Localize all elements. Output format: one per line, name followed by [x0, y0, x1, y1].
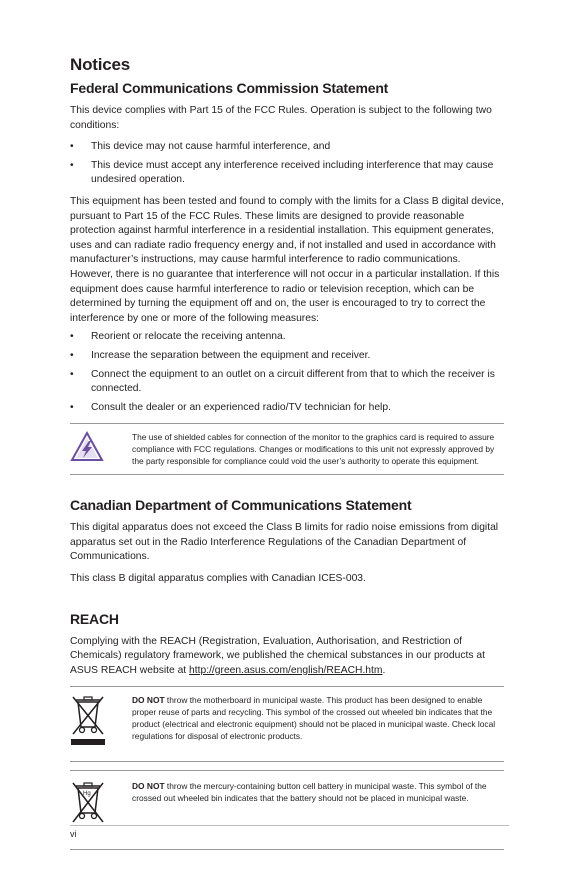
list-item-text: Increase the separation between the equipment and receiver. [91, 349, 371, 361]
list-item-text: Consult the dealer or an experienced radio/TV technician for help. [91, 401, 391, 413]
list-item-text: This device must accept any interference received including interference that may cause undesired operation. [91, 159, 494, 186]
canada-paragraph-2: This class B digital apparatus complies with Canadian ICES-003. [70, 573, 366, 585]
canada-heading: Canadian Department of Communications Statement [70, 497, 412, 514]
reach-heading: REACH [70, 610, 119, 627]
crossed-bin-icon [70, 694, 132, 753]
list-item [70, 159, 504, 188]
reach-text-end: . [382, 664, 386, 676]
bullet: • [70, 141, 74, 153]
page [70, 55, 504, 850]
canada-paragraph-1: This digital apparatus does not exceed the Class B limits for radio noise emissions from digital apparatus set out in the Radio Interference Regulations of the Canadian Department of Communications. [70, 522, 499, 563]
reach-note-bin-text [132, 694, 504, 742]
list-item-text: This device may not cause harmful interference, and [91, 141, 331, 153]
warning-icon [70, 431, 132, 468]
list-item-text: Reorient or relocate the receiving antenna. [91, 331, 286, 343]
list-item [70, 401, 504, 416]
reach-note-battery-text [132, 780, 504, 804]
battery-label: Hg [83, 791, 91, 798]
bullet: • [70, 159, 74, 171]
list-item [70, 349, 504, 364]
fcc-intro: This device complies with Part 15 of the FCC Rules. Operation is subject to the following two conditions: [70, 105, 492, 131]
reach-note-bin [70, 686, 504, 762]
crossed-bin-battery-icon [70, 780, 132, 831]
bullet: • [70, 349, 74, 361]
fcc-note [70, 423, 504, 475]
page-title: Notices [70, 55, 131, 74]
reach-link[interactable]: http://green.asus.com/english/REACH.htm [189, 664, 383, 676]
fcc-note-text: The use of shielded cables for connection of the monitor to the graphics card is required to assure compliance with FCC regulations. Changes or modifications to this unit not expressly approved by the party responsible for compliance could void the user’s authority to operate this equipment. [132, 432, 495, 467]
reach-paragraph [70, 635, 504, 679]
reach-note-battery [70, 770, 504, 850]
note-text: throw the motherboard in municipal waste. This product has been designed to enable proper reuse of parts and recycling. This symbol of the crossed out wheeled bin indicates that the product (electrical and electronic equipment) should not be placed in municipal waste. Check local regulations for disposal of electronic products. [132, 695, 496, 742]
do-not-label: DO NOT [132, 781, 165, 792]
footer-divider [70, 825, 509, 826]
fcc-measures-list [70, 330, 504, 415]
bullet: • [70, 331, 74, 343]
list-item [70, 330, 504, 345]
fcc-paragraph: This equipment has been tested and found to comply with the limits for a Class B digital device, pursuant to Part 15 of the FCC Rules. These limits are designed to provide reasonable protection against harmful interference in a residential installation. This equipment generates, uses and can radiate radio frequency energy and, if not installed and used in accordance with manufacturer’s instructions, may cause harmful interference to radio communications. However, there is no guarantee that interference will not occur in a particular installation. If this equipment does cause harmful interference to radio or television reception, which can be determined by turning the equipment off and on, the user is encouraged to try to correct the interference by one or more of the following measures: [70, 195, 504, 324]
fcc-conditions-list [70, 140, 504, 188]
reach-text: Complying with the REACH (Registration, Evaluation, Authorisation, and Restriction of Chemicals) regulatory framework, we published the chemical substances in our products at ASUS REACH website at [70, 635, 485, 676]
bullet: • [70, 401, 74, 413]
list-item-text: Connect the equipment to an outlet on a circuit different from that to which the receiver is connected. [91, 368, 495, 395]
note-text: throw the mercury-containing button cell battery in municipal waste. This symbol of the crossed out wheeled bin indicates that the battery should not be placed in municipal waste. [132, 781, 487, 804]
fcc-heading: Federal Communications Commission Statement [70, 80, 389, 96]
list-item [70, 140, 504, 155]
do-not-label: DO NOT [132, 695, 165, 706]
page-number: vi [70, 829, 77, 839]
bullet: • [70, 368, 74, 380]
list-item [70, 368, 504, 397]
